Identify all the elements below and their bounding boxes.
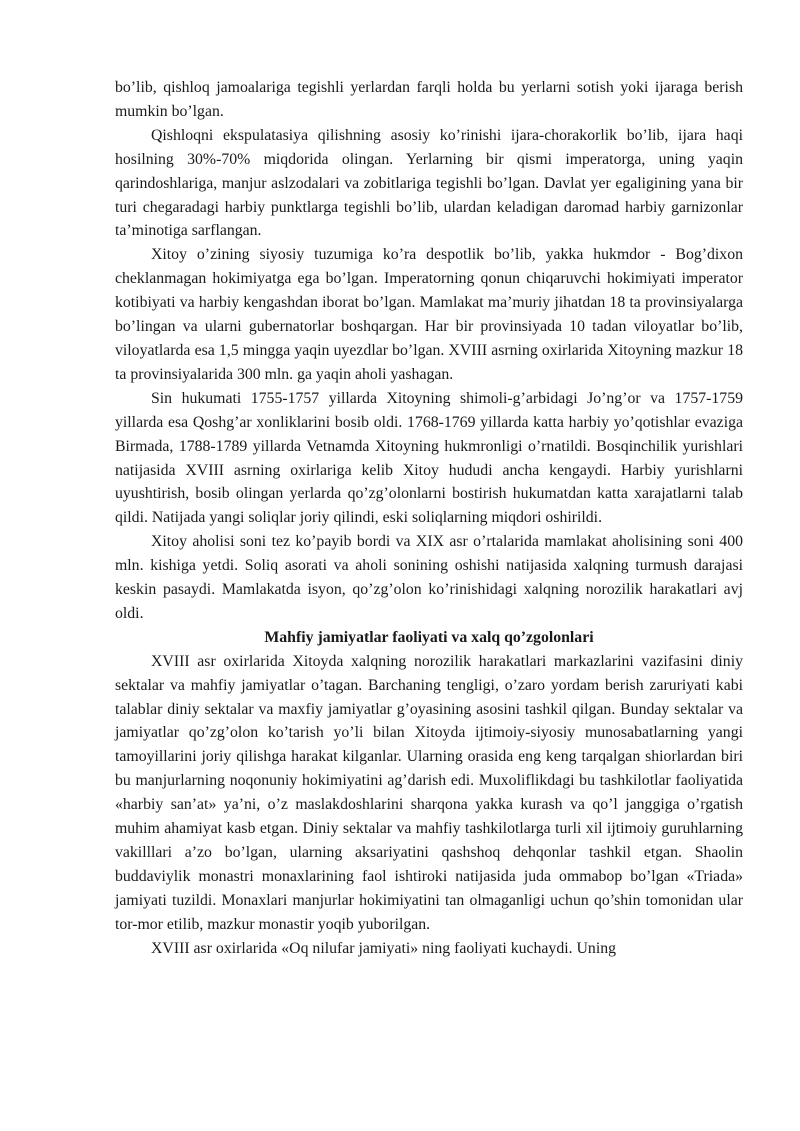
paragraph-5: Xitoy aholisi soni tez ko’payib bordi va XIX asr o’rtalarida mamlakat aholisining soni 400 mln. kishiga yetdi. Soliq asorati va aholi sonining oshishi natijasida xalqning turmush darajasi keskin pasaydi. Mamlakatda isyon, qo’zg’olon ko’rinishidagi xalqning norozilik harakatlari avj oldi. <box>115 533 743 622</box>
document-page <box>115 76 743 961</box>
paragraph-7: XVIII asr oxirlarida «Oq nilufar jamiyati» ning faoliyati kuchaydi. Uning <box>151 939 617 957</box>
paragraph-1: bo’lib, qishloq jamoalariga tegishli yerlardan farqli holda bu yerlarni sotish yoki ijaraga berish mumkin bo’lgan. <box>115 79 743 120</box>
paragraph-4: Sin hukumati 1755-1757 yillarda Xitoyning shimoli-g’arbidagi Jo’ng’or va 1757-1759 yillarda esa Qoshg’ar xonliklarini bosib oldi. 1768-1769 yillarda katta harbiy yo’qotishlar evaziga Birmada, 1788-1789 yillarda Vetnamda Xitoyning hukmronligi o’rnatildi. Bosqinchilik yurishlari natijasida XVIII asrning oxirlariga kelib Xitoy hududi ancha kengaydi. Harbiy yurishlarni uyushtirish, bosib olingan yerlarda qo’zg’olonlarni bostirish hukumatdan katta xarajatlarni talab qildi. Natijada yangi soliqlar joriy qilindi, eski soliqlarning miqdori oshirildi. <box>115 389 743 527</box>
paragraph-3: Xitoy o’zining siyosiy tuzumiga ko’ra despotlik bo’lib, yakka hukmdor - Bog’dixon cheklanmagan hokimiyatga ega bo’lgan. Imperatorning qonun chiqaruvchi hokimiyati imperator kotibiyati va harbiy kengashdan iborat bo’lgan. Mamlakat ma’muriy jihatdan 18 ta provinsiyalarga bo’lingan va ularni gubernatorlar boshqargan. Har bir provinsiyada 10 tadan viloyatlar bo’lib, viloyatlarda esa 1,5 mingga yaqin uyezdlar bo’lgan. XVIII asrning oxirlarida Xitoyning mazkur 18 ta provinsiyalarida 300 mln. ga yaqin aholi yashagan. <box>115 246 743 383</box>
section-heading: Mahfiy jamiyatlar faoliyati va xalq qo’zgolonlari <box>264 628 594 646</box>
paragraph-6: XVIII asr oxirlarida Xitoyda xalqning norozilik harakatlari markazlarini vazifasini diniy sektalar va mahfiy jamiyatlar o’tagan. Barchaning tengligi, o’zaro yordam berish zaruriyati kabi talablar diniy sektalar va maxfiy jamiyatlar g’oyasining asosini tashkil qilgan. Bunday sektalar va jamiyatlar qo’zg’olon ko’tarish yo’li bilan Xitoyda ijtimoiy-siyosiy munosabatlarning yangi tamoyillarini joriy qilishga harakat kilganlar. Ularning orasida eng keng tarqalgan shiorlardan biri bu manjurlarning noqonuniy hokimiyatini ag’darish edi. Muxoliflikdagi bu tashkilotlar faoliyatida «harbiy san’at» ya’ni, o’z maslakdoshlarini sharqona yakka kurash va qo’l janggiga o’rgatish muhim ahamiyat kasb etgan. Diniy sektalar va mahfiy tashkilotlarga turli xil ijtimoiy guruhlarning vakilllari a’zo bo’lgan, ularning aksariyatini qashshoq dehqonlar tashkil etgan. Shaolin buddaviylik monastri monaxlarining faol ishtiroki natijasida juda ommabop bo’lgan «Triada» jamiyati tuzildi. Monaxlari manjurlar hokimiyatini tan olmaganligi uchun qo’shin tomonidan ular tor-mor etilib, mazkur monastir yoqib yuborilgan. <box>115 652 743 933</box>
paragraph-2: Qishloqni ekspulatasiya qilishning asosiy ko’rinishi ijara-chorakorlik bo’lib, ijara haqi hosilning 30%-70% miqdorida olingan. Yerlarning bir qismi imperatorga, uning yaqin qarindoshlariga, manjur aslzodalari va zobitlariga tegishli bo’lgan. Davlat yer egaligining yana bir turi chegaradagi harbiy punktlarga tegishli bo’lib, ulardan keladigan daromad harbiy garnizonlar ta’minotiga sarflangan. <box>115 126 743 240</box>
